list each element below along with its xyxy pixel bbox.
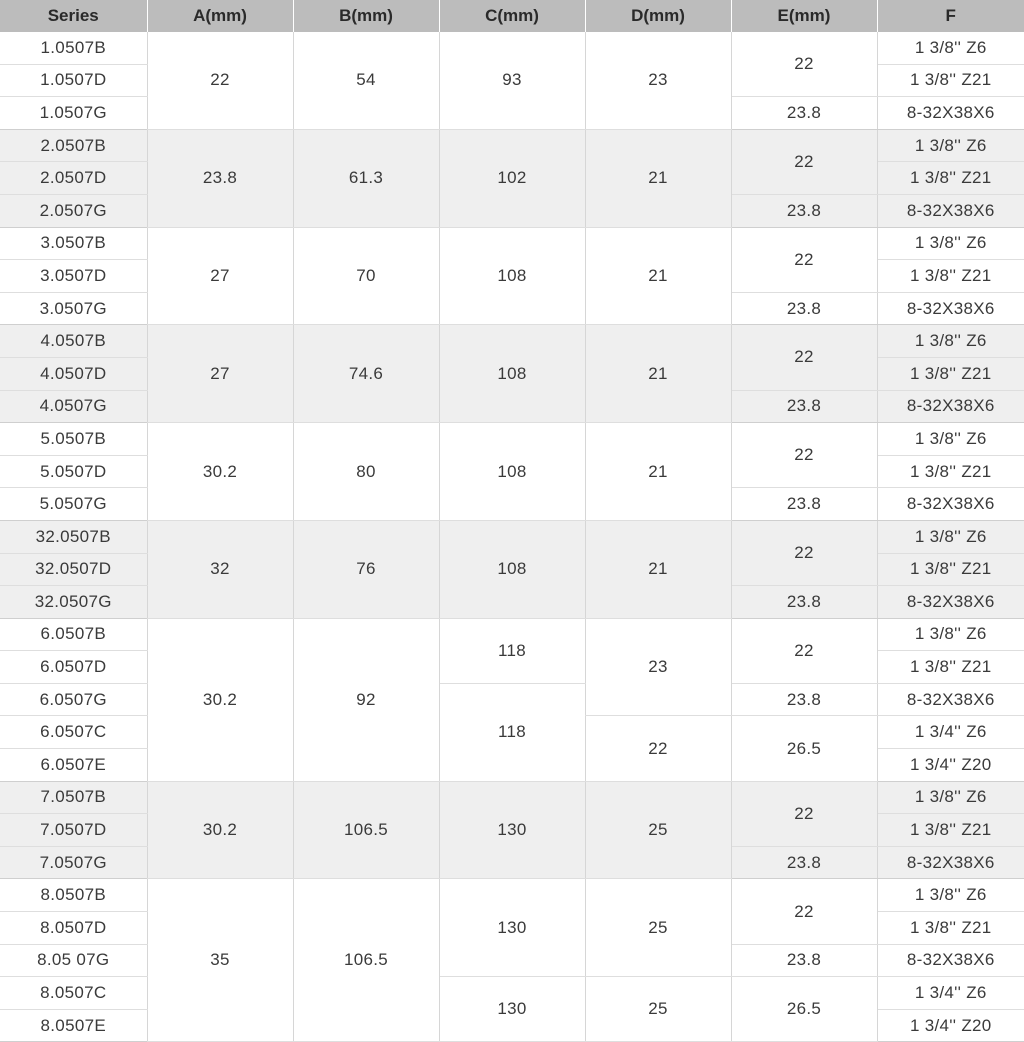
- table-row: [0, 227, 1024, 260]
- f-cell: 1 3/8'' Z21: [877, 64, 1024, 97]
- series-cell: 5.0507D: [0, 455, 147, 488]
- series-cell: 1.0507B: [0, 32, 147, 64]
- c-cell: 93: [439, 32, 585, 129]
- series-cell: 8.0507E: [0, 1009, 147, 1042]
- e-cell: 23.8: [731, 944, 877, 977]
- e-cell: 22: [731, 423, 877, 488]
- e-cell: 22: [731, 879, 877, 944]
- series-cell: 2.0507G: [0, 194, 147, 227]
- series-cell: 6.0507G: [0, 683, 147, 716]
- f-cell: 8-32X38X6: [877, 683, 1024, 716]
- f-cell: 1 3/8'' Z6: [877, 227, 1024, 260]
- e-cell: 22: [731, 520, 877, 585]
- c-cell: 108: [439, 520, 585, 618]
- f-cell: 1 3/8'' Z6: [877, 781, 1024, 814]
- f-cell: 1 3/8'' Z21: [877, 162, 1024, 195]
- d-cell: 23: [585, 618, 731, 716]
- c-cell: 118: [439, 683, 585, 781]
- series-cell: 4.0507B: [0, 325, 147, 358]
- series-cell: 6.0507E: [0, 749, 147, 782]
- header-d: D(mm): [585, 0, 731, 32]
- table-row: [0, 618, 1024, 651]
- d-cell: 25: [585, 781, 731, 879]
- e-cell: 23.8: [731, 586, 877, 619]
- f-cell: 1 3/8'' Z6: [877, 32, 1024, 64]
- f-cell: 1 3/4'' Z20: [877, 749, 1024, 782]
- series-cell: 5.0507B: [0, 423, 147, 456]
- e-cell: 23.8: [731, 683, 877, 716]
- table-header: [0, 0, 1024, 32]
- header-row: [0, 0, 1024, 32]
- a-cell: 27: [147, 325, 293, 423]
- a-cell: 30.2: [147, 781, 293, 879]
- c-cell: 108: [439, 325, 585, 423]
- f-cell: 1 3/8'' Z6: [877, 423, 1024, 456]
- e-cell: 23.8: [731, 292, 877, 325]
- a-cell: 27: [147, 227, 293, 325]
- e-cell: 22: [731, 325, 877, 390]
- f-cell: 8-32X38X6: [877, 944, 1024, 977]
- f-cell: 8-32X38X6: [877, 97, 1024, 130]
- f-cell: 1 3/4'' Z6: [877, 716, 1024, 749]
- f-cell: 8-32X38X6: [877, 390, 1024, 423]
- series-cell: 8.0507C: [0, 977, 147, 1010]
- series-cell: 2.0507B: [0, 129, 147, 162]
- series-cell: 5.0507G: [0, 488, 147, 521]
- header-a: A(mm): [147, 0, 293, 32]
- c-cell: 130: [439, 879, 585, 977]
- f-cell: 8-32X38X6: [877, 488, 1024, 521]
- header-c: C(mm): [439, 0, 585, 32]
- f-cell: 8-32X38X6: [877, 194, 1024, 227]
- series-cell: 4.0507D: [0, 357, 147, 390]
- table-row: [0, 32, 1024, 64]
- a-cell: 23.8: [147, 129, 293, 227]
- a-cell: 22: [147, 32, 293, 129]
- f-cell: 1 3/8'' Z21: [877, 455, 1024, 488]
- c-cell: 118: [439, 618, 585, 683]
- series-cell: 1.0507D: [0, 64, 147, 97]
- d-cell: 21: [585, 129, 731, 227]
- f-cell: 1 3/8'' Z21: [877, 260, 1024, 293]
- f-cell: 1 3/8'' Z21: [877, 357, 1024, 390]
- table-row: [0, 520, 1024, 553]
- series-cell: 32.0507D: [0, 553, 147, 586]
- table-row: [0, 423, 1024, 456]
- e-cell: 26.5: [731, 977, 877, 1042]
- header-series: Series: [0, 0, 147, 32]
- e-cell: 23.8: [731, 390, 877, 423]
- a-cell: 35: [147, 879, 293, 1042]
- e-cell: 22: [731, 227, 877, 292]
- b-cell: 54: [293, 32, 439, 129]
- b-cell: 74.6: [293, 325, 439, 423]
- table-row: [0, 781, 1024, 814]
- series-cell: 3.0507D: [0, 260, 147, 293]
- d-cell: 25: [585, 977, 731, 1042]
- f-cell: 1 3/4'' Z20: [877, 1009, 1024, 1042]
- series-cell: 3.0507G: [0, 292, 147, 325]
- c-cell: 130: [439, 781, 585, 879]
- b-cell: 106.5: [293, 879, 439, 1042]
- series-cell: 1.0507G: [0, 97, 147, 130]
- series-cell: 32.0507B: [0, 520, 147, 553]
- b-cell: 70: [293, 227, 439, 325]
- b-cell: 76: [293, 520, 439, 618]
- series-cell: 8.0507D: [0, 912, 147, 945]
- e-cell: 22: [731, 129, 877, 194]
- f-cell: 1 3/8'' Z21: [877, 553, 1024, 586]
- f-cell: 1 3/8'' Z6: [877, 879, 1024, 912]
- d-cell: 22: [585, 716, 731, 781]
- e-cell: 22: [731, 32, 877, 97]
- series-cell: 6.0507D: [0, 651, 147, 684]
- d-cell: 21: [585, 227, 731, 325]
- e-cell: 22: [731, 618, 877, 683]
- series-cell: 7.0507G: [0, 846, 147, 879]
- e-cell: 22: [731, 781, 877, 846]
- d-cell: 21: [585, 423, 731, 521]
- a-cell: 30.2: [147, 618, 293, 781]
- series-cell: 6.0507B: [0, 618, 147, 651]
- a-cell: 32: [147, 520, 293, 618]
- f-cell: 1 3/8'' Z6: [877, 325, 1024, 358]
- f-cell: 1 3/8'' Z6: [877, 129, 1024, 162]
- e-cell: 23.8: [731, 488, 877, 521]
- e-cell: 23.8: [731, 97, 877, 130]
- c-cell: 108: [439, 227, 585, 325]
- series-cell: 2.0507D: [0, 162, 147, 195]
- series-cell: 8.0507B: [0, 879, 147, 912]
- series-cell: 6.0507C: [0, 716, 147, 749]
- series-cell: 32.0507G: [0, 586, 147, 619]
- f-cell: 8-32X38X6: [877, 292, 1024, 325]
- b-cell: 106.5: [293, 781, 439, 879]
- f-cell: 1 3/8'' Z21: [877, 912, 1024, 945]
- header-b: B(mm): [293, 0, 439, 32]
- f-cell: 1 3/4'' Z6: [877, 977, 1024, 1010]
- series-cell: 7.0507D: [0, 814, 147, 847]
- c-cell: 108: [439, 423, 585, 521]
- b-cell: 80: [293, 423, 439, 521]
- f-cell: 1 3/8'' Z6: [877, 520, 1024, 553]
- table-row: [0, 325, 1024, 358]
- d-cell: 25: [585, 879, 731, 977]
- table-row: [0, 879, 1024, 912]
- b-cell: 92: [293, 618, 439, 781]
- series-cell: 8.05 07G: [0, 944, 147, 977]
- e-cell: 23.8: [731, 194, 877, 227]
- b-cell: 61.3: [293, 129, 439, 227]
- d-cell: 23: [585, 32, 731, 129]
- f-cell: 8-32X38X6: [877, 586, 1024, 619]
- e-cell: 23.8: [731, 846, 877, 879]
- series-cell: 4.0507G: [0, 390, 147, 423]
- f-cell: 8-32X38X6: [877, 846, 1024, 879]
- d-cell: 21: [585, 325, 731, 423]
- a-cell: 30.2: [147, 423, 293, 521]
- f-cell: 1 3/8'' Z21: [877, 814, 1024, 847]
- f-cell: 1 3/8'' Z21: [877, 651, 1024, 684]
- header-f: F: [877, 0, 1024, 32]
- header-e: E(mm): [731, 0, 877, 32]
- d-cell: 21: [585, 520, 731, 618]
- table-row: [0, 129, 1024, 162]
- c-cell: 102: [439, 129, 585, 227]
- series-cell: 3.0507B: [0, 227, 147, 260]
- table-body: [0, 32, 1024, 1042]
- e-cell: 26.5: [731, 716, 877, 781]
- series-cell: 7.0507B: [0, 781, 147, 814]
- f-cell: 1 3/8'' Z6: [877, 618, 1024, 651]
- c-cell: 130: [439, 977, 585, 1042]
